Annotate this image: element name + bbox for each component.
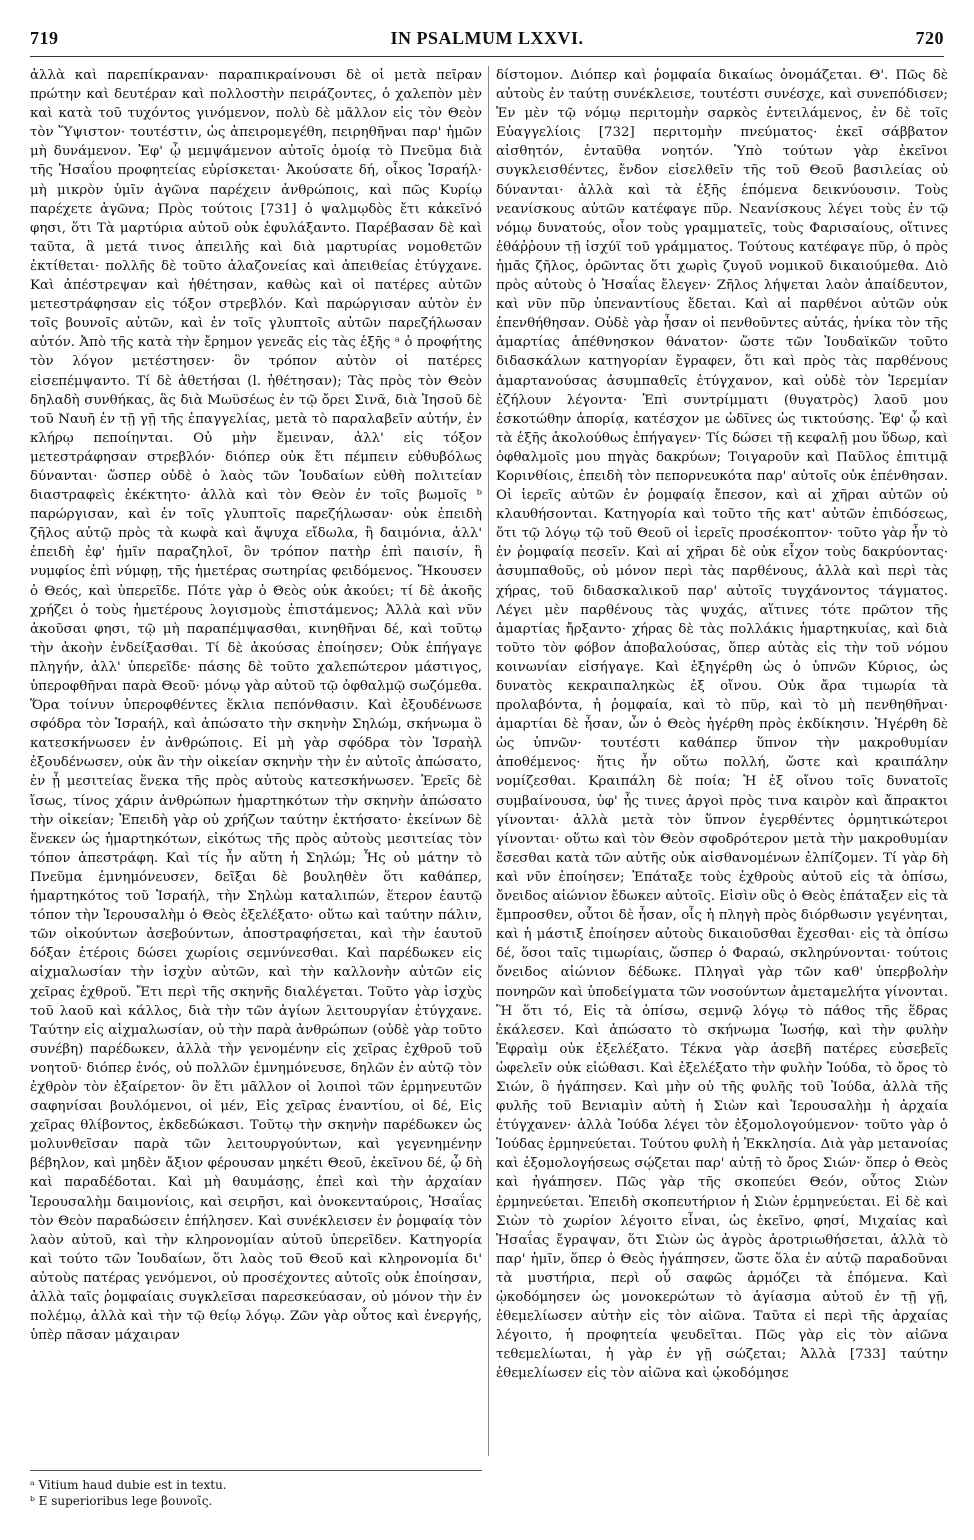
text-column-left bbox=[30, 66, 482, 1456]
column-text-left: ἀλλὰ καὶ παρεπίκραναν· παραπικραίνουσι δὲ οἱ μετὰ πεῖραν πρώτην καὶ δευτέραν καὶ πολλοστὴν πειράζοντες, ὁ χαλεπὸν μὲν καὶ κατὰ τοῦ τυχόντος γινόμενον, πολὺ δὲ μᾶλλον εἰς τὸν Θεὸν τὸν Ὕψιστον· τουτέστιν, ὡς ἀπειρομεγέθη, πειρηθῆναι παρ' ἡμῶν μὴ δυνάμενον. Ἐφ' ᾧ μεμψάμενον αὐτοῖς ὁμοίᾳ τὸ Πνεῦμα διὰ τῆς Ἡσαΐου προφητείας εὑρίσκεται· Ἀκούσατε δή, οἶκος Ἰσραήλ· μὴ μικρὸν ὑμῖν ἀγῶνα παρέχειν ἀνθρώποις, καὶ πῶς Κυρίῳ παρέχετε ἀγῶνα; Πρὸς τούτοις [731] ὁ ψαλμῳδὸς ἔτι κἀκεῖνό φησι, ὅτι Τὰ μαρτύρια αὐτοῦ οὐκ ἐφυλάξαντο. Παρέβασαν δὲ καὶ ταῦτα, ἃ μετά τινος ἀπειλῆς καὶ διὰ μαρτυρίας νομοθετῶν ἐκτίθεται· πολλῆς δὲ τοῦτο ἀλαζονείας καὶ ἀπειθείας ἐτύγχανε. Καὶ ἀπέστρεψαν καὶ ἠθέτησαν, καθὼς καὶ οἱ πατέρες αὐτῶν μετεστράφησαν εἰς τόξον στρεβλόν. Καὶ παρώργισαν αὐτὸν ἐν τοῖς βουνοῖς αὐτῶν, καὶ ἐν τοῖς γλυπτοῖς αὐτῶν παρεζήλωσαν αὐτόν. Ἀπὸ τῆς κατὰ τὴν ἔρημον γενεᾶς εἰς τὰς ἑξῆς ᵃ ὁ προφήτης τὸν λόγον μετέστησεν· ὃν τρόπον αὐτὸν οἱ πατέρες εἰσεπέμψαντο. Τί δὲ ἀθετήσαι (l. ἠθέτησαν); Τὰς πρὸς τὸν Θεὸν δηλαδὴ συνθήκας, ἃς διὰ Μωϋσέως ἐν τῷ ὄρει Σινᾶ, διὰ Ἰησοῦ δὲ τοῦ Ναυῆ ἐν τῇ γῇ τῆς ἐπαγγελίας, μετὰ τὸ παραλαβεῖν αὐτήν, ἐν κλήρῳ πεποίηνται. Οὐ μὴν ἔμειναν, ἀλλ' εἰς τόξον μετεστράφησαν στρεβλόν· διόπερ οὐκ ἔτι πέμπειν εὐθυβόλως δύνανται· ὥσπερ οὐδὲ ὁ λαὸς τῶν Ἰουδαίων εὐθὴ πολιτείαν διαστραφεὶς ἐκέκτητο· ἀλλὰ καὶ τὸν Θεὸν ἐν τοῖς βωμοῖς ᵇ παρώργισαν, καὶ ἐν τοῖς γλυπτοῖς παρεζήλωσαν· οὐκ ἐπειδὴ ζῆλος αὐτῷ πρὸς τὰ κωφὰ καὶ ἄψυχα εἴδωλα, ἢ δαιμόνια, ἀλλ' ἐπειδὴ ἐφ' ἡμῖν παραζηλοῖ, ὃν τρόπον πατὴρ ἐπὶ παισίν, ἢ νυμφίος ἐπὶ νύμφῃ, τῆς ἡμετέρας σωτηρίας φειδόμενος. Ἤκουσεν ὁ Θεός, καὶ ὑπερεῖδε. Πότε γὰρ ὁ Θεὸς οὐκ ἀκούει; τί δὲ ἀκοῆς χρήζει ὁ τοὺς ἡμετέρους λογισμοὺς ἐπιστάμενος; Ἀλλὰ καὶ νῦν ἀκοῦσαι φησι, τῷ μὴ παραπέμψασθαι, κινηθῆναι δέ, καὶ τοῦτῳ τὴν ἀκοὴν ἐνδείξασθαι. Τί δὲ ἀκούσας ἐποίησεν; Οὐκ ἐπήγαγε πληγήν, ἀλλ' ὑπερεῖδε· πάσης δὲ τοῦτο χαλεπώτερον μάστιγος, ὑπεροφθῆναι παρὰ Θεοῦ· μόνῳ γὰρ αὐτοῦ τῷ ὀφθαλμῷ σωζόμεθα. Ὅρα τοίνυν ὑπεροφθέντες ἕκλια πεπόνθασιν. Καὶ ἐξουδένωσε σφόδρα τὸν Ἰσραήλ, καὶ ἀπώσατο τὴν σκηνὴν Σηλώμ, σκήνωμα ὃ κατεσκήνωσεν ἐν ἀνθρώποις. Εἰ μὴ γὰρ σφόδρα τὸν Ἰσραὴλ ἐξουδένωσεν, οὐκ ἂν τὴν οἰκείαν σκηνὴν τὴν ἐν αὐτοῖς ἀπώσατο, ἐν ᾗ μεσιτείας ἕνεκα τῆς πρὸς αὐτοὺς κατεσκήνωσεν. Ἐρεῖς δὲ ἴσως, τίνος χάριν ἀνθρώπων ἡμαρτηκότων τὴν σκηνὴν ἀπώσατο τὴν οἰκείαν; Ἐπειδὴ γὰρ οὐ χρήζων ταύτην ἐκτήσατο· ἐκείνων δὲ ἕνεκεν ὡς ἡμαρτηκότων, εἰκότως τῆς πρὸς αὐτοὺς μεσιτείας τὸν τόπον ἀπεστράφη. Καὶ τίς ἦν αὕτη ἡ Σηλώμ; Ἧς οὐ μάτην τὸ Πνεῦμα ἐμνημόνευσεν, δεῖξαι δὲ βουληθὲν ὅτι καθάπερ, ἡμαρτηκότος τοῦ Ἰσραήλ, τὴν Σηλὼμ καταλιπών, ἕτερον ἑαυτῷ τόπον τὴν Ἱερουσαλὴμ ὁ Θεὸς ἐξελέξατο· οὕτω καὶ ταύτην πάλιν, τῶν οἰκούντων ἀσεβούντων, ἀποστραφήσεται, καὶ τὴν ἑαυτοῦ δόξαν ἑτέροις δώσει χωρίοις σεμνύνεσθαι. Καὶ παρέδωκεν εἰς αἰχμαλωσίαν τὴν ἰσχὺν αὐτῶν, καὶ τὴν καλλονὴν αὐτῶν εἰς χεῖρας ἐχθροῦ. Ἔτι περὶ τῆς σκηνῆς διαλέγεται. Τοῦτο γὰρ ἰσχὺς τοῦ λαοῦ καὶ κάλλος, διὰ τὴν τῶν ἁγίων λειτουργίαν ἐτύγχανε. Ταύτην εἰς αἰχμαλωσίαν, οὐ τὴν παρὰ ἀνθρώπων (οὐδὲ γὰρ τοῦτο συνέβη) παρέδωκεν, ἀλλὰ τὴν γενομένην εἰς χεῖρας ἐχθροῦ τοῦ νοητοῦ· διόπερ ἑνός, οὐ πολλῶν ἐμνημόνευσε, δηλῶν ἐν αὐτῷ τὸν ἐχθρὸν τὸν ἐξαίρετον· ὃν ἔτι μᾶλλον οἱ λοιποὶ τῶν ἑρμηνευτῶν σαφηνίσαι βουλόμενοι, οἱ μέν, Εἰς χεῖρας ἐναντίου, οἱ δέ, Εἰς χεῖρας θλίβοντος, ἐκδεδώκασι. Τοῦτῳ τὴν σκηνὴν παρέδωκεν ὡς μολυνθεῖσαν παρὰ τῶν λειτουργούντων, καὶ γεγενημένην βέβηλον, καὶ μηδὲν ἄξιον φέρουσαν μηκέτι Θεοῦ, ἐκεῖνου δέ, ᾧ δὴ καὶ παραδέδοται. Καὶ μὴ θαυμάσῃς, ἐπεὶ καὶ τὴν ἀρχαίαν Ἱερουσαλὴμ δαιμονίοις, καὶ σειρῆσι, καὶ ὀνοκενταύροις, Ἡσαΐας τὸν Θεὸν παραδώσειν ἐπήλησεν. Καὶ συνέκλεισεν ἐν ῥομφαίᾳ τὸν λαὸν αὐτοῦ, καὶ τὴν κληρονομίαν αὐτοῦ ὑπερεῖδεν. Κατηγορία καὶ τούτο τῶν Ἰουδαίων, ὅτι λαὸς τοῦ Θεοῦ καὶ κληρονομία δι' αὐτοὺς πατέρας γενόμενοι, οὐ προσέχοντες αὐτοῖς οὐκ ἐποίησαν, ἀλλὰ ταῖς ῥομφαίαις συγκλεῖσαι παρεσκεύασαν, οὐ μόνον τὴν ἐν πολέμῳ, ἀλλὰ καὶ τὴν τῷ θείῳ λόγῳ. Ζῶν γὰρ οὗτος καὶ ἐνεργής, ὑπὲρ πᾶσαν μάχαιραν bbox=[30, 68, 482, 1344]
column-divider bbox=[488, 66, 489, 1456]
header-rule bbox=[30, 56, 944, 57]
text-column-right bbox=[496, 66, 948, 1456]
footnote-b: ᵇ E superioribus lege βουνοῖς. bbox=[30, 1494, 213, 1508]
running-header bbox=[30, 28, 944, 52]
footnote-a: ᵃ Vitium haud dubie est in textu. bbox=[30, 1478, 227, 1492]
page-number-left: 719 bbox=[30, 28, 59, 48]
running-title: IN PSALMUM LXXVI. bbox=[390, 28, 584, 48]
page-number-right: 720 bbox=[915, 28, 944, 48]
column-text-right: δίστομον. Διόπερ καὶ ῥομφαία δικαίως ὀνομάζεται. Θ'. Πῶς δὲ αὐτοὺς ἐν ταύτῃ συνέκλεισε, τουτέστι συνέσχε, καὶ συνεπόδισεν; Ἐν μὲν τῷ νόμῳ περιτομὴν σαρκὸς ἐντειλάμενος, ἐν δὲ τοῖς Εὐαγγελίοις [732] περιτομὴν πνεύματος· ἐκεῖ σάββατον αἰσθητόν, ἐνταῦθα νοητόν. Ὑπὸ τούτων γὰρ ἐκεῖνοι συγκλεισθέντες, ἔνδον εἰσελθεῖν τῆς τοῦ Θεοῦ βασιλείας οὐ δύνανται· ἀλλὰ καὶ τὰ ἑξῆς ἑπόμενα δεικνύουσιν. Τοὺς νεανίσκους αὐτῶν κατέφαγε πῦρ. Νεανίσκους λέγει τοὺς ἐν τῷ νόμῳ δυνατούς, οἷον τοὺς γραμματεῖς, τοὺς Φαρισαίους, οἵτινες ἐθάῤῥουν τῇ ἰσχύϊ τοῦ γράμματος. Τούτους κατέφαγε πῦρ, ὁ πρὸς ἡμᾶς ζῆλος, ὁρῶντας ὅτι χωρὶς ζυγοῦ νομικοῦ δικαιούμεθα. Διὸ πρὸς αὐτοὺς ὁ Ἡσαΐας ἔλεγεν· Ζῆλος λήψεται λαὸν ἀπαίδευτον, καὶ νῦν πῦρ ὑπεναντίους ἔδεται. Καὶ αἱ παρθένοι αὐτῶν οὐκ ἐπενθήθησαν. Οὐδὲ γὰρ ἦσαν οἱ πενθοῦντες αὐτάς, ἡνίκα τὸν τῆς ἁμαρτίας ἀπέθνησκον θάνατον· ὥστε τῶν Ἰουδαϊκῶν τοῦτο διδασκάλων κατηγορίαν ἔγραφεν, ὅτι καὶ πρὸς τὰς παρθένους ἁμαρτανούσας ἀσυμπαθεῖς ἐτύγχανον, καὶ οὐδὲ τὸν Ἱερεμίαν ἐζήλουν λέγοντα· Ἐπὶ συντρίμματι (θυγατρὸς) λαοῦ μου ἐσκοτώθην ἀπορίᾳ, κατέσχον με ὠδῖνες ὡς τικτούσης. Ἐφ' ᾧ καὶ τὰ ἑξῆς ἀκολούθως ἐπήγαγεν· Τίς δώσει τῇ κεφαλῇ μου ὕδωρ, καὶ ὀφθαλμοῖς μου πηγὰς δακρύων; Τοιγαροῦν καὶ Παῦλος ἐπιτιμᾷ Κορινθίοις, ἐπειδὴ τὸν πεπορνευκότα παρ' αὐτοῖς οὐκ ἐπένθησαν. Οἱ ἱερεῖς αὐτῶν ἐν ῥομφαίᾳ ἔπεσον, καὶ αἱ χῆραι αὐτῶν οὐ κλαυθήσονται. Κατηγορία καὶ τοῦτο τῆς κατ' αὐτῶν ἐπιδόσεως, ὅτι τῷ λόγῳ τῷ τοῦ Θεοῦ οἱ ἱερεῖς προσέκοπτον· τοῦτο γὰρ ἦν τὸ ἐν ῥομφαίᾳ πεσεῖν. Καὶ αἱ χῆραι δὲ οὐκ εἶχον τοὺς δακρύοντας· ἀσυμπαθοῦς, οὐ μόνον περὶ τὰς παρθένους, ἀλλὰ καὶ περὶ τὰς χήρας, τοῦ διδασκαλικοῦ παρ' αὐτοῖς τυγχάνοντος τάγματος. Λέγει μὲν παρθένους τὰς ψυχάς, αἵτινες τότε πρῶτον τῆς ἁμαρτίας ἤρξαντο· χήρας δὲ τὰς πολλάκις ἡμαρτηκυίας, καὶ διὰ τοῦτο τὸν φόβον ἀποβαλούσας, ὅπερ αὐτὰς εἰς τὴν τοῦ νόμου κοινωνίαν εἰσήγαγε. Καὶ ἐξηγέρθη ὡς ὁ ὑπνῶν Κύριος, ὡς δυνατὸς κεκραιπαληκὼς ἐξ οἴνου. Οὐκ ἄρα τιμωρία τὰ προλαβόντα, ἡ ῥομφαία, καὶ τὸ πῦρ, καὶ τὸ μὴ πενθηθῆναι· ἁμαρτίαι δὲ ἦσαν, ὧν ὁ Θεὸς ἠγέρθη πρὸς ἐκδίκησιν. Ἠγέρθη δὲ ὡς ὑπνῶν· τουτέστι καθάπερ ὕπνον τὴν μακροθυμίαν ἀποθέμενος· ἥτις ἦν οὕτω πολλή, ὥστε καὶ κραιπάλην νομίζεσθαι. Κραιπάλη δὲ ποία; Ἡ ἐξ οἴνου τοῖς δυνατοῖς συμβαίνουσα, ὑφ' ἧς τινες ἀργοὶ πρὸς τινα καιρὸν καὶ ἄπρακτοι γίνονται· ἀλλὰ μετὰ τὸν ὕπνον ἐγερθέντες ὁρμητικώτεροι γίνονται· οὕτω καὶ τὸν Θεὸν σφοδρότερον μετὰ τὴν μακροθυμίαν ἔσεσθαι κατὰ τῶν αὐτῆς οὐκ αἰσθανομένων ἐλπίζομεν. Τί γὰρ δὴ καὶ νῦν ἐποίησεν; Ἐπάταξε τοὺς ἐχθροὺς αὐτοῦ εἰς τὰ ὀπίσω, ὄνειδος αἰώνιον ἔδωκεν αὐτοῖς. Εἰσὶν οὓς ὁ Θεὸς ἐπάταξεν εἰς τὰ ἔμπροσθεν, οὗτοι δὲ ἦσαν, οἷς ἡ πληγὴ πρὸς διόρθωσιν γεγένηται, καὶ ἡ μάστιξ ἐποίησεν αὐτοὺς δικαιοῦσθαι ἔχεσθαι· εἰς τὰ ὀπίσω δέ, ὅσοι ταῖς τιμωρίαις, ὥσπερ ὁ Φαραώ, σκληρύνονται· τούτοις ὄνειδος αἰώνιον δέδωκε. Πληγαὶ γὰρ τῶν καθ' ὑπερβολὴν πονηρῶν καὶ ὑποδείγματα τῶν νοσούντων ἀμεταμελήτα γίνονται. Ἢ ὅτι τό, Εἰς τὰ ὀπίσω, σεμνῷ λόγῳ τὸ πάθος τῆς ἕδρας ἐκάλεσεν. Καὶ ἀπώσατο τὸ σκήνωμα Ἰωσήφ, καὶ τὴν φυλὴν Ἐφραὶμ οὐκ ἐξελέξατο. Τέκνα γὰρ ἀσεβῆ πατέρες εὐσεβεῖς ὠφελεῖν οὐκ εἰώθασι. Καὶ ἐξελέξατο τὴν φυλὴν Ἰούδα, τὸ ὄρος τὸ Σιών, ὃ ἠγάπησεν. Καὶ μὴν οὐ τῆς φυλῆς τοῦ Ἰούδα, ἀλλὰ τῆς φυλῆς τοῦ Βενιαμὶν αὐτὴ ἡ Σιὼν καὶ Ἱερουσαλὴμ ἡ ἀρχαία ἐτύγχανεν· ἀλλὰ Ἰούδα λέγει τὸν ἐξομολογούμενον· τοῦτο γὰρ ὁ Ἰούδας ἑρμηνεύεται. Τούτου φυλὴ ἡ Ἐκκλησία. Διὰ γὰρ μετανοίας καὶ ἐξομολογήσεως σῴζεται παρ' αὐτῇ τὸ ὄρος Σιών· ὅπερ ὁ Θεὸς καὶ ἠγάπησεν. Πῶς γὰρ τῆς σκοπεύει Θεόν, οὗτος Σιὼν ἐρμηνεύεται. Ἐπειδὴ σκοπευτήριον ἡ Σιὼν ἑρμηνεύεται. Εἰ δὲ καὶ Σιὼν τὸ χωρίον λέγοιτο εἶναι, ὡς ἐκεῖνο, φησί, Μιχαίας καὶ Ἡσαΐας ἔγραψαν, ὅτι Σιὼν ὡς ἀγρὸς ἀροτριωθήσεται, ἀλλὰ τὸ παρ' ἡμῖν, ὅπερ ὁ Θεὸς ἠγάπησεν, ὥστε ὅλα ἐν αὐτῷ παραδοῦναι τὰ μυστήρια, περὶ οὗ σαφῶς ἁρμόζει τὰ ἑπόμενα. Καὶ ᾠκοδόμησεν ὡς μονοκερώτων τὸ ἁγίασμα αὐτοῦ ἐν τῇ γῇ, ἐθεμελίωσεν αὐτὴν εἰς τὸν αἰῶνα. Ταῦτα εἰ περὶ τῆς ἀρχαίας λέγοιτο, ἡ προφητεία ψευδεῖται. Πῶς γὰρ εἰς τὸν αἰῶνα τεθεμελίωται, ἡ γὰρ ἐν γῇ σώζεται; Ἀλλὰ [733] ταύτην ἐθεμελίωσεν εἰς τὸν αἰῶνα καὶ ᾠκοδόμησε bbox=[496, 68, 948, 1382]
footnotes bbox=[30, 1470, 482, 1509]
